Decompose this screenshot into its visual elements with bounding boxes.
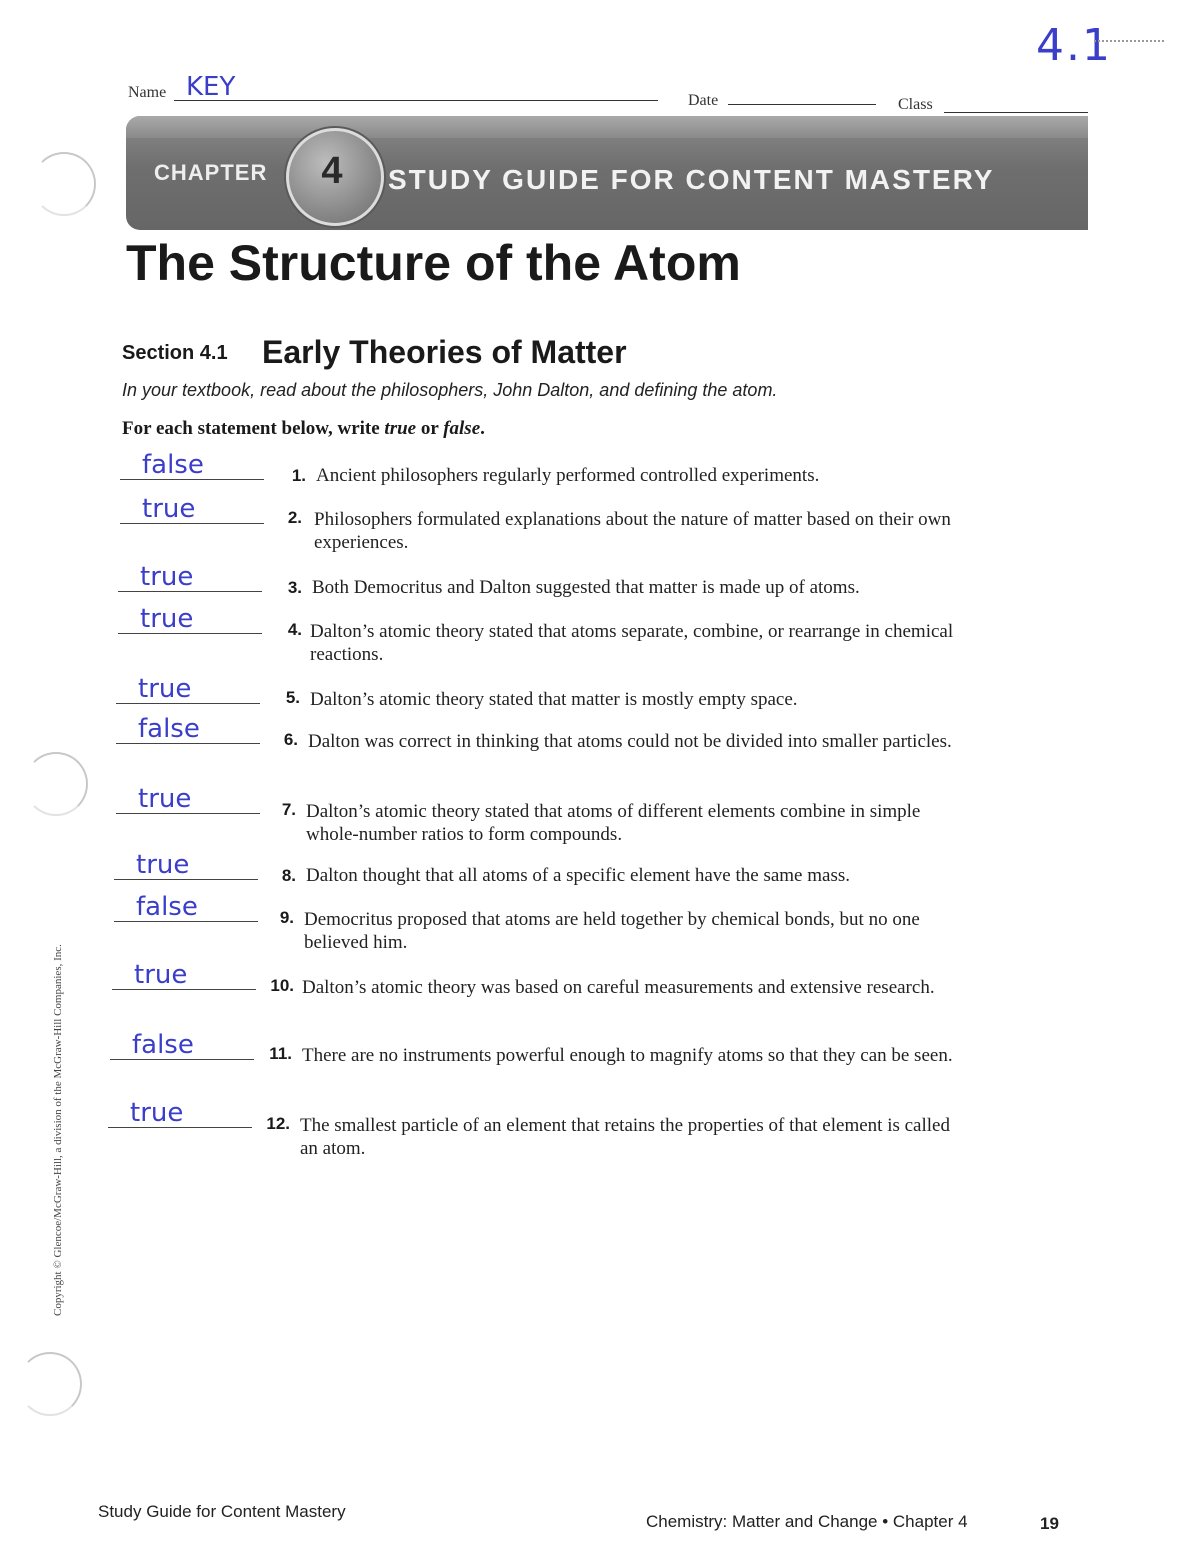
directions-end: .: [480, 418, 485, 439]
footer-chapter: Chemistry: Matter and Change • Chapter 4: [646, 1512, 968, 1531]
answer-blank[interactable]: false: [120, 452, 264, 480]
question-number: 5.: [285, 688, 300, 707]
chapter-word: CHAPTER: [154, 160, 268, 185]
answer-blank[interactable]: false: [110, 1032, 254, 1060]
banner-title: STUDY GUIDE FOR CONTENT MASTERY: [388, 164, 995, 195]
class-label: Class: [898, 96, 933, 113]
name-label: Name: [128, 84, 167, 101]
question-number: 3.: [287, 578, 302, 597]
directions-or: or: [416, 418, 444, 439]
question-text: Dalton’s atomic theory stated that matter is mostly empty space.: [310, 689, 798, 710]
question-text: Dalton’s atomic theory was based on careful measurements and extensive research.: [302, 977, 935, 998]
question-number: 8.: [281, 866, 296, 885]
binder-hole-top: [32, 152, 96, 216]
question-text: Ancient philosophers regularly performed controlled experiments.: [316, 465, 820, 486]
question-number: 7.: [281, 800, 296, 819]
name-value: KEY: [186, 72, 236, 102]
question-text: Dalton thought that all atoms of a specific element have the same mass.: [306, 865, 850, 886]
question-text: Dalton’s atomic theory stated that atoms separate, combine, or rearrange in chemical reactions.: [310, 621, 954, 665]
question-number: 4.: [287, 620, 302, 639]
question-text: Both Democritus and Dalton suggested that matter is made up of atoms.: [312, 577, 860, 598]
section-title: Early Theories of Matter: [262, 334, 627, 370]
copyright-notice: Copyright © Glencoe/McGraw-Hill, a division of the McGraw-Hill Companies, Inc.: [52, 944, 64, 1316]
name-field[interactable]: [174, 100, 658, 101]
chapter-number: 4: [321, 150, 343, 192]
question-text: Democritus proposed that atoms are held together by chemical bonds, but no one believed him.: [304, 909, 920, 953]
handwritten-section-label: 4.1: [1036, 20, 1112, 71]
question-text: Philosophers formulated explanations about the nature of matter based on their own experiences.: [314, 509, 951, 553]
answer-blank[interactable]: true: [108, 1100, 252, 1128]
class-field[interactable]: [944, 112, 1088, 113]
answer-blank[interactable]: true: [116, 786, 260, 814]
footer-book-title: Study Guide for Content Mastery: [98, 1502, 346, 1521]
answer-blank[interactable]: true: [118, 564, 262, 592]
answer-blank[interactable]: false: [114, 894, 258, 922]
question-number: 2.: [287, 508, 302, 527]
date-field[interactable]: [728, 104, 876, 105]
directions-true: true: [384, 418, 417, 439]
question-number: 6.: [283, 730, 298, 749]
question-text: Dalton was correct in thinking that atoms could not be divided into smaller particles.: [308, 731, 952, 752]
page-title: The Structure of the Atom: [126, 235, 741, 291]
directions-false: false: [443, 418, 481, 439]
page-number: 19: [1040, 1514, 1059, 1533]
section-label: Section 4.1: [122, 342, 228, 364]
section-intro: In your textbook, read about the philosophers, John Dalton, and defining the atom.: [122, 380, 778, 400]
question-number: 11.: [269, 1044, 292, 1063]
answer-blank[interactable]: true: [116, 676, 260, 704]
question-text: There are no instruments powerful enough to magnify atoms so that they can be seen.: [302, 1045, 953, 1066]
answer-blank[interactable]: true: [120, 496, 264, 524]
corner-dotted-line: [1094, 40, 1164, 42]
question-number: 12.: [266, 1114, 290, 1133]
question-text: Dalton’s atomic theory stated that atoms of different elements combine in simple whole-number ratios to form compounds.: [306, 801, 921, 845]
answer-blank[interactable]: true: [118, 606, 262, 634]
question-number: 9.: [279, 908, 294, 927]
date-label: Date: [688, 92, 719, 109]
question-text: The smallest particle of an element that retains the properties of that element is called an atom.: [300, 1115, 950, 1159]
binder-hole-middle: [24, 752, 88, 816]
question-number: 1.: [291, 466, 306, 485]
directions-prefix: For each statement below, write: [122, 418, 385, 439]
answer-blank[interactable]: true: [114, 852, 258, 880]
answer-blank[interactable]: false: [116, 716, 260, 744]
question-number: 10.: [270, 976, 294, 995]
answer-blank[interactable]: true: [112, 962, 256, 990]
binder-hole-bottom: [18, 1352, 82, 1416]
directions: [122, 418, 485, 440]
